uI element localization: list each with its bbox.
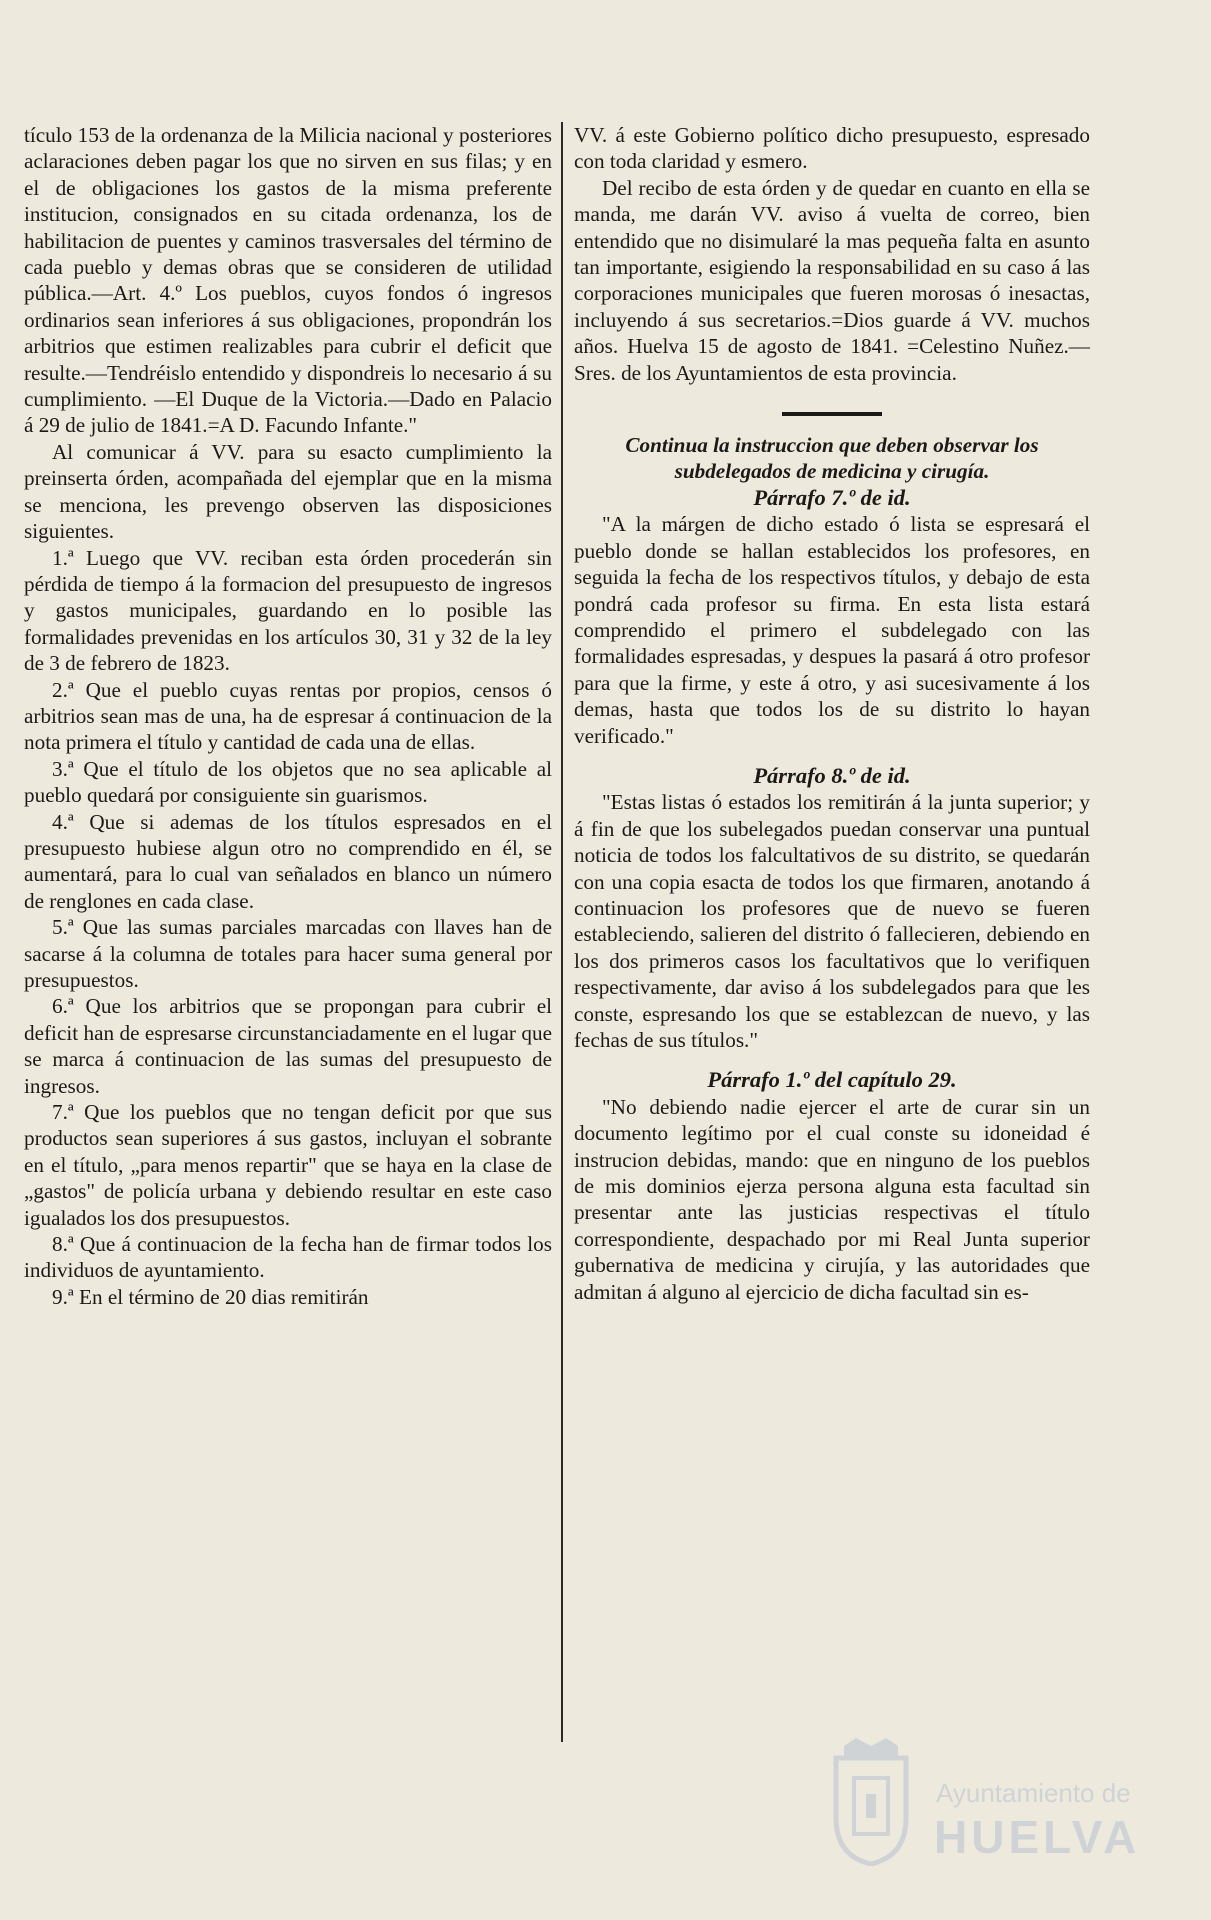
paragraph-text-8: "Estas listas ó estados los remitirán á la junta superior; y á fin de que los subelegados puedan conservar una puntual noticia de todos los falcultativos de su distrito, se quedarán con una copia esacta de todos los que firmaren, anotando á continuacion los profesores que de nuevo se fueren estableciendo, salieren del distrito ó fallecieren, debiendo en los dos primeros casos los facultativos que lo verifiquen respectivamente, dar aviso á los subdelegados para que les conste, espresando los que se establezcan de nuevo, y las fechas de sus títulos." [574, 790, 1090, 1052]
article-8: 8.ª Que á continuacion de la fecha han de firmar todos los individuos de ayuntamiento. [24, 1232, 552, 1283]
watermark [826, 1730, 1146, 1890]
left-column [24, 122, 552, 1310]
watermark-top-text: Ayuntamiento de [936, 1778, 1131, 1808]
article-6: 6.ª Que los arbitrios que se propongan para cubrir el deficit han de espresarse circunstanciadamente en el lugar que se marca á continuacion de las sumas del presupuesto de ingresos. [24, 994, 552, 1098]
column-divider [561, 122, 563, 1742]
article-9: 9.ª En el término de 20 dias remitirán [52, 1284, 369, 1309]
article-5: 5.ª Que las sumas parciales marcadas con llaves han de sacarse á la columna de totales para hacer suma general por presupuestos. [24, 915, 552, 992]
left-paragraph-2: Al comunicar á VV. para su esacto cumplimiento la preinserta órden, acompañada del ejemplar que en la misma se menciona, les prevengo observen las disposiciones siguientes. [24, 439, 552, 544]
left-paragraph-1: tículo 153 de la ordenanza de la Milicia nacional y posteriores aclaraciones deben pagar los que no sirven en sus filas; y en el de obligaciones los gastos de la misma preferente institucion, consignados en su citada ordenanza, los de habilitacion de puentes y caminos trasversales del término de cada pueblo y demas obras que se consideren de utilidad pública.—Art. 4.º Los pueblos, cuyos fondos ó ingresos ordinarios sean inferiores á sus obligaciones, propondrán los arbitrios que estimen realizables para cubrir el deficit que resulte.—Tendréislo entendido y dispondreis lo necesario á su cumplimiento. —El Duque de la Victoria.—Dado en Palacio á 29 de julio de 1841.=A D. Facundo Infante." [24, 123, 552, 438]
article-1: 1.ª Luego que VV. reciban esta órden procederán sin pérdida de tiempo á la formacion del presupuesto de ingresos y gastos municipales, guardando en lo posible las formalidades prevenidas en los artículos 30, 31 y 32 de la ley de 3 de febrero de 1823. [24, 545, 552, 676]
watermark-main-text: HUELVA [934, 1811, 1141, 1863]
section-rule [782, 412, 882, 416]
paragraph-title-7: Párrafo 7.º de id. [753, 484, 911, 510]
paragraph-text-7: "A la márgen de dicho estado ó lista se espresará el pueblo donde se hallan establecidos los profesores, en seguida la fecha de los respectivos títulos, y debajo de esta pondrá cada profesor su firma. En esta lista estará comprendido el primero el subdelegado con las formalidades espresadas, y despues la pasará á otro profesor para que la firme, y este á otro, y asi sucesivamente á los demas, hasta que todos los de su distrito lo hayan verificado." [574, 512, 1090, 748]
paragraph-text-cap29: "No debiendo nadie ejercer el arte de curar sin un documento legítimo por el cual conste su idoneidad é instrucion debidas, mando: que en ninguno de los pueblos de mis dominios ejerza persona alguna esta facultad sin presentar ante las justicias respectivas el título correspondiente, despachado por mi Real Junta superior gubernativa de medicina y cirujía, y las autoridades que admitan á alguno al ejercicio de dicha facultad sin es- [574, 1094, 1090, 1304]
right-paragraph-2: Del recibo de esta órden y de quedar en cuanto en ella se manda, me darán VV. aviso á vuelta de correo, bien entendido que no disimularé la mas pequeña falta en asunto tan importante, esigiendo la responsabilidad en su caso á las corporaciones municipales que fueren morosas ó inesactas, incluyendo á sus secretarios.=Dios guarde á VV. muchos años. Huelva 15 de agosto de 1841. =Celestino Nuñez.—Sres. de los Ayuntamientos de esta provincia. [574, 175, 1090, 385]
article-2: 2.ª Que el pueblo cuyas rentas por propios, censos ó arbitrios sean mas de una, ha de espresar á continuacion de la nota primera el título y cantidad de cada una de ellas. [24, 677, 552, 755]
right-paragraph-1: VV. á este Gobierno político dicho presupuesto, espresado con toda claridad y esmero. [574, 123, 1090, 174]
paragraph-title-cap29: Párrafo 1.º del capítulo 29. [707, 1067, 957, 1093]
article-7: 7.ª Que los pueblos que no tengan deficit por que sus productos sean superiores á sus gastos, incluyan el sobrante en el título, „para menos repartir" que se haya en la clase de „gastos" de policía urbana y debiendo resultar en este caso igualados los dos presupuestos. [24, 1100, 552, 1230]
coat-of-arms-icon [826, 1738, 916, 1866]
right-column [574, 122, 1090, 1305]
paragraph-title-8: Párrafo 8.º de id. [753, 762, 911, 788]
section-heading: Continua la instruccion que deben observar los subdelegados de medicina y cirugía. [625, 433, 1039, 484]
article-3: 3.ª Que el título de los objetos que no sea aplicable al pueblo quedará por consiguiente sin guarismos. [24, 756, 552, 808]
article-4: 4.ª Que si ademas de los títulos espresados en el presupuesto hubiese algun otro no comprendido en él, se aumentará, para lo cual van señalados en blanco un número de renglones en cada clase. [24, 809, 552, 913]
